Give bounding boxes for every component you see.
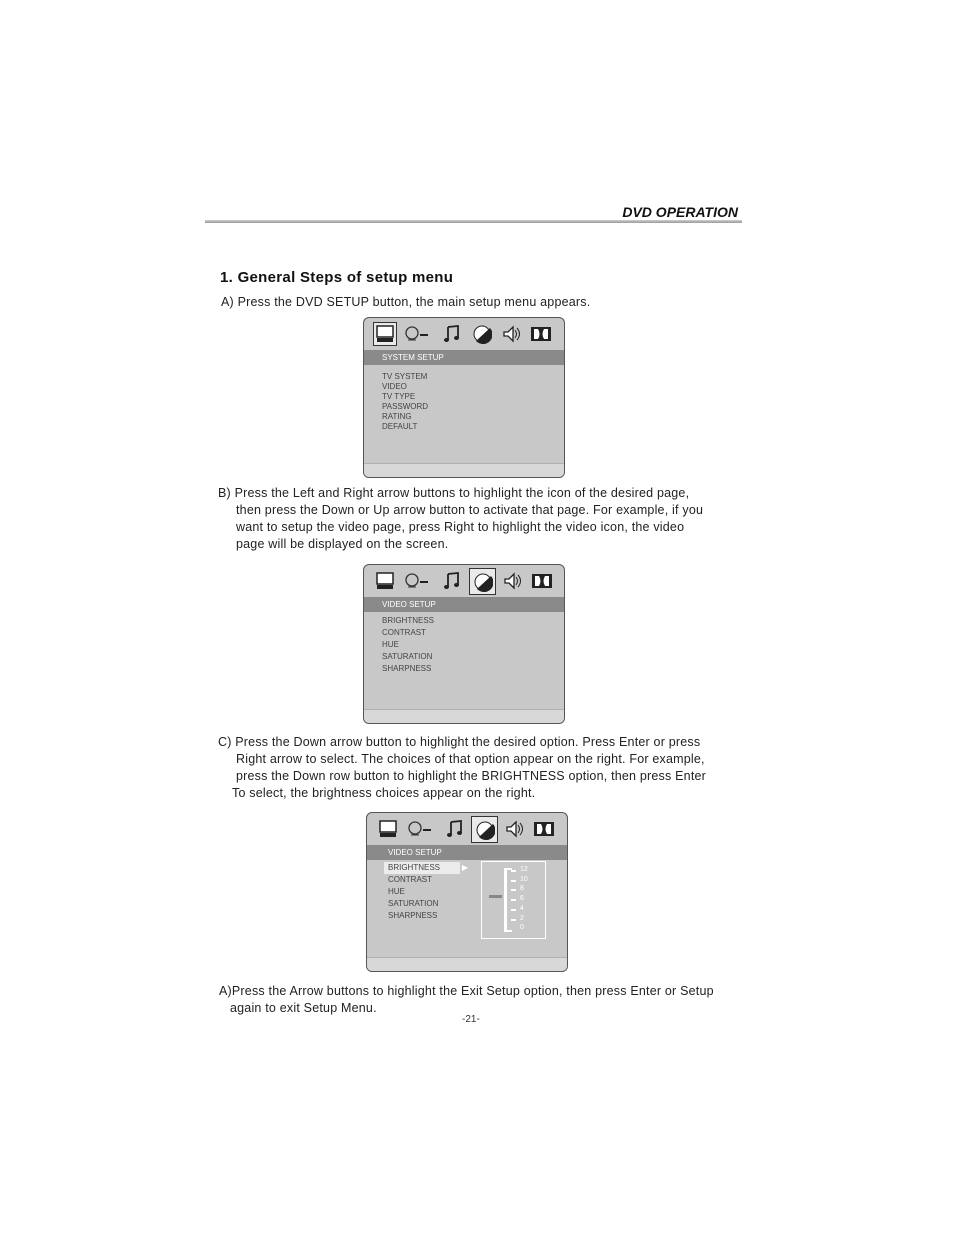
menu-item[interactable]: VIDEO: [382, 382, 407, 391]
scale-tick: [511, 909, 516, 911]
scale-value[interactable]: 12: [520, 866, 528, 873]
menu-item[interactable]: SHARPNESS: [388, 911, 438, 920]
step-b-line: page will be displayed on the screen.: [236, 537, 449, 551]
menu-item[interactable]: HUE: [388, 887, 405, 896]
language-icon[interactable]: [407, 817, 433, 841]
scale-value[interactable]: 8: [520, 885, 524, 893]
tv-icon[interactable]: [373, 322, 397, 346]
scale-value[interactable]: 6: [520, 895, 524, 903]
scale-tick: [511, 889, 516, 891]
step-a-text: A) Press the DVD SETUP button, the main setup menu appears.: [221, 295, 591, 309]
menu-item[interactable]: CONTRAST: [382, 628, 426, 637]
brightness-bracket: [504, 868, 507, 932]
menu-title-bar: VIDEO SETUP: [367, 845, 567, 860]
brightness-scale: [520, 865, 528, 933]
menu-icon-row: [364, 318, 564, 350]
step-d-line: A)Press the Arrow buttons to highlight the Exit Setup option, then press Enter or Setup: [219, 984, 714, 998]
menu-footer: [367, 957, 567, 971]
menu-item[interactable]: SATURATION: [382, 652, 433, 661]
scale-value[interactable]: 2: [520, 914, 524, 922]
section-title: 1. General Steps of setup menu: [220, 269, 454, 286]
scale-value[interactable]: 0: [520, 924, 524, 932]
page-number: -21-: [462, 1014, 480, 1025]
menu-footer: [364, 463, 564, 477]
language-icon[interactable]: [404, 569, 430, 593]
menu-item[interactable]: RATING: [382, 412, 412, 421]
speaker-icon[interactable]: [501, 569, 525, 593]
scale-tick: [511, 899, 516, 901]
step-c-line: To select, the brightness choices appear on the right.: [232, 786, 536, 800]
menu-icon-row: [364, 565, 564, 597]
audio-icon[interactable]: [440, 569, 464, 593]
menu-item[interactable]: SHARPNESS: [382, 664, 432, 673]
audio-icon[interactable]: [443, 817, 467, 841]
dolby-icon[interactable]: [530, 569, 554, 593]
step-d-line: again to exit Setup Menu.: [230, 1001, 377, 1015]
scale-value[interactable]: 10: [520, 875, 528, 883]
tv-icon[interactable]: [376, 817, 400, 841]
step-b-line: want to setup the video page, press Right to highlight the video icon, the video: [236, 520, 685, 534]
step-b: [218, 485, 703, 553]
video-icon[interactable]: [471, 816, 498, 843]
scale-tick: [511, 880, 516, 882]
menu-item[interactable]: PASSWORD: [382, 402, 429, 411]
menu-item[interactable]: HUE: [382, 640, 399, 649]
current-level-marker: [489, 895, 502, 898]
menu-items: [384, 862, 468, 922]
system-setup-menu: [363, 317, 565, 478]
video-icon[interactable]: [470, 322, 494, 346]
dolby-icon[interactable]: [532, 817, 556, 841]
menu-item[interactable]: TV TYPE: [382, 392, 416, 401]
scale-tick: [511, 870, 516, 872]
speaker-icon[interactable]: [503, 817, 527, 841]
menu-icon-row: [367, 813, 567, 845]
video-icon[interactable]: [469, 568, 496, 595]
video-setup-brightness-menu: [366, 812, 568, 972]
audio-icon[interactable]: [440, 322, 464, 346]
menu-item[interactable]: CONTRAST: [388, 875, 432, 884]
bracket-bottom: [504, 930, 512, 932]
menu-title-bar: SYSTEM SETUP: [364, 350, 564, 365]
scale-value[interactable]: 4: [520, 904, 524, 912]
menu-item-highlighted[interactable]: [384, 862, 468, 874]
brightness-choice-panel: [481, 861, 546, 939]
header-title: DVD OPERATION: [622, 204, 738, 220]
step-c-line: C) Press the Down arrow button to highlight the desired option. Press Enter or press: [218, 735, 701, 749]
menu-item-label: BRIGHTNESS: [388, 863, 441, 872]
step-c-line: Right arrow to select. The choices of that option appear on the right. For example,: [236, 752, 705, 766]
step-a: [221, 294, 590, 311]
menu-item[interactable]: SATURATION: [388, 899, 439, 908]
step-d: [219, 983, 714, 1017]
tv-icon[interactable]: [373, 569, 397, 593]
menu-title-bar: VIDEO SETUP: [364, 597, 564, 612]
step-c: [218, 734, 706, 802]
language-icon[interactable]: [404, 322, 430, 346]
menu-item[interactable]: TV SYSTEM: [382, 372, 428, 381]
video-setup-menu: [363, 564, 565, 724]
dolby-icon[interactable]: [529, 322, 553, 346]
menu-item[interactable]: BRIGHTNESS: [382, 616, 435, 625]
arrow-right-icon: ▶: [461, 863, 468, 872]
scale-tick: [511, 919, 516, 921]
menu-footer: [364, 709, 564, 723]
menu-items: [382, 615, 434, 675]
header-rule: [205, 220, 742, 223]
step-b-line: B) Press the Left and Right arrow buttons to highlight the icon of the desired page,: [218, 486, 690, 500]
menu-items: [382, 372, 428, 432]
step-c-line: press the Down row button to highlight the BRIGHTNESS option, then press Enter: [236, 769, 707, 783]
speaker-icon[interactable]: [500, 322, 524, 346]
step-b-line: then press the Down or Up arrow button to activate that page. For example, if you: [236, 503, 704, 517]
menu-item[interactable]: DEFAULT: [382, 422, 418, 431]
